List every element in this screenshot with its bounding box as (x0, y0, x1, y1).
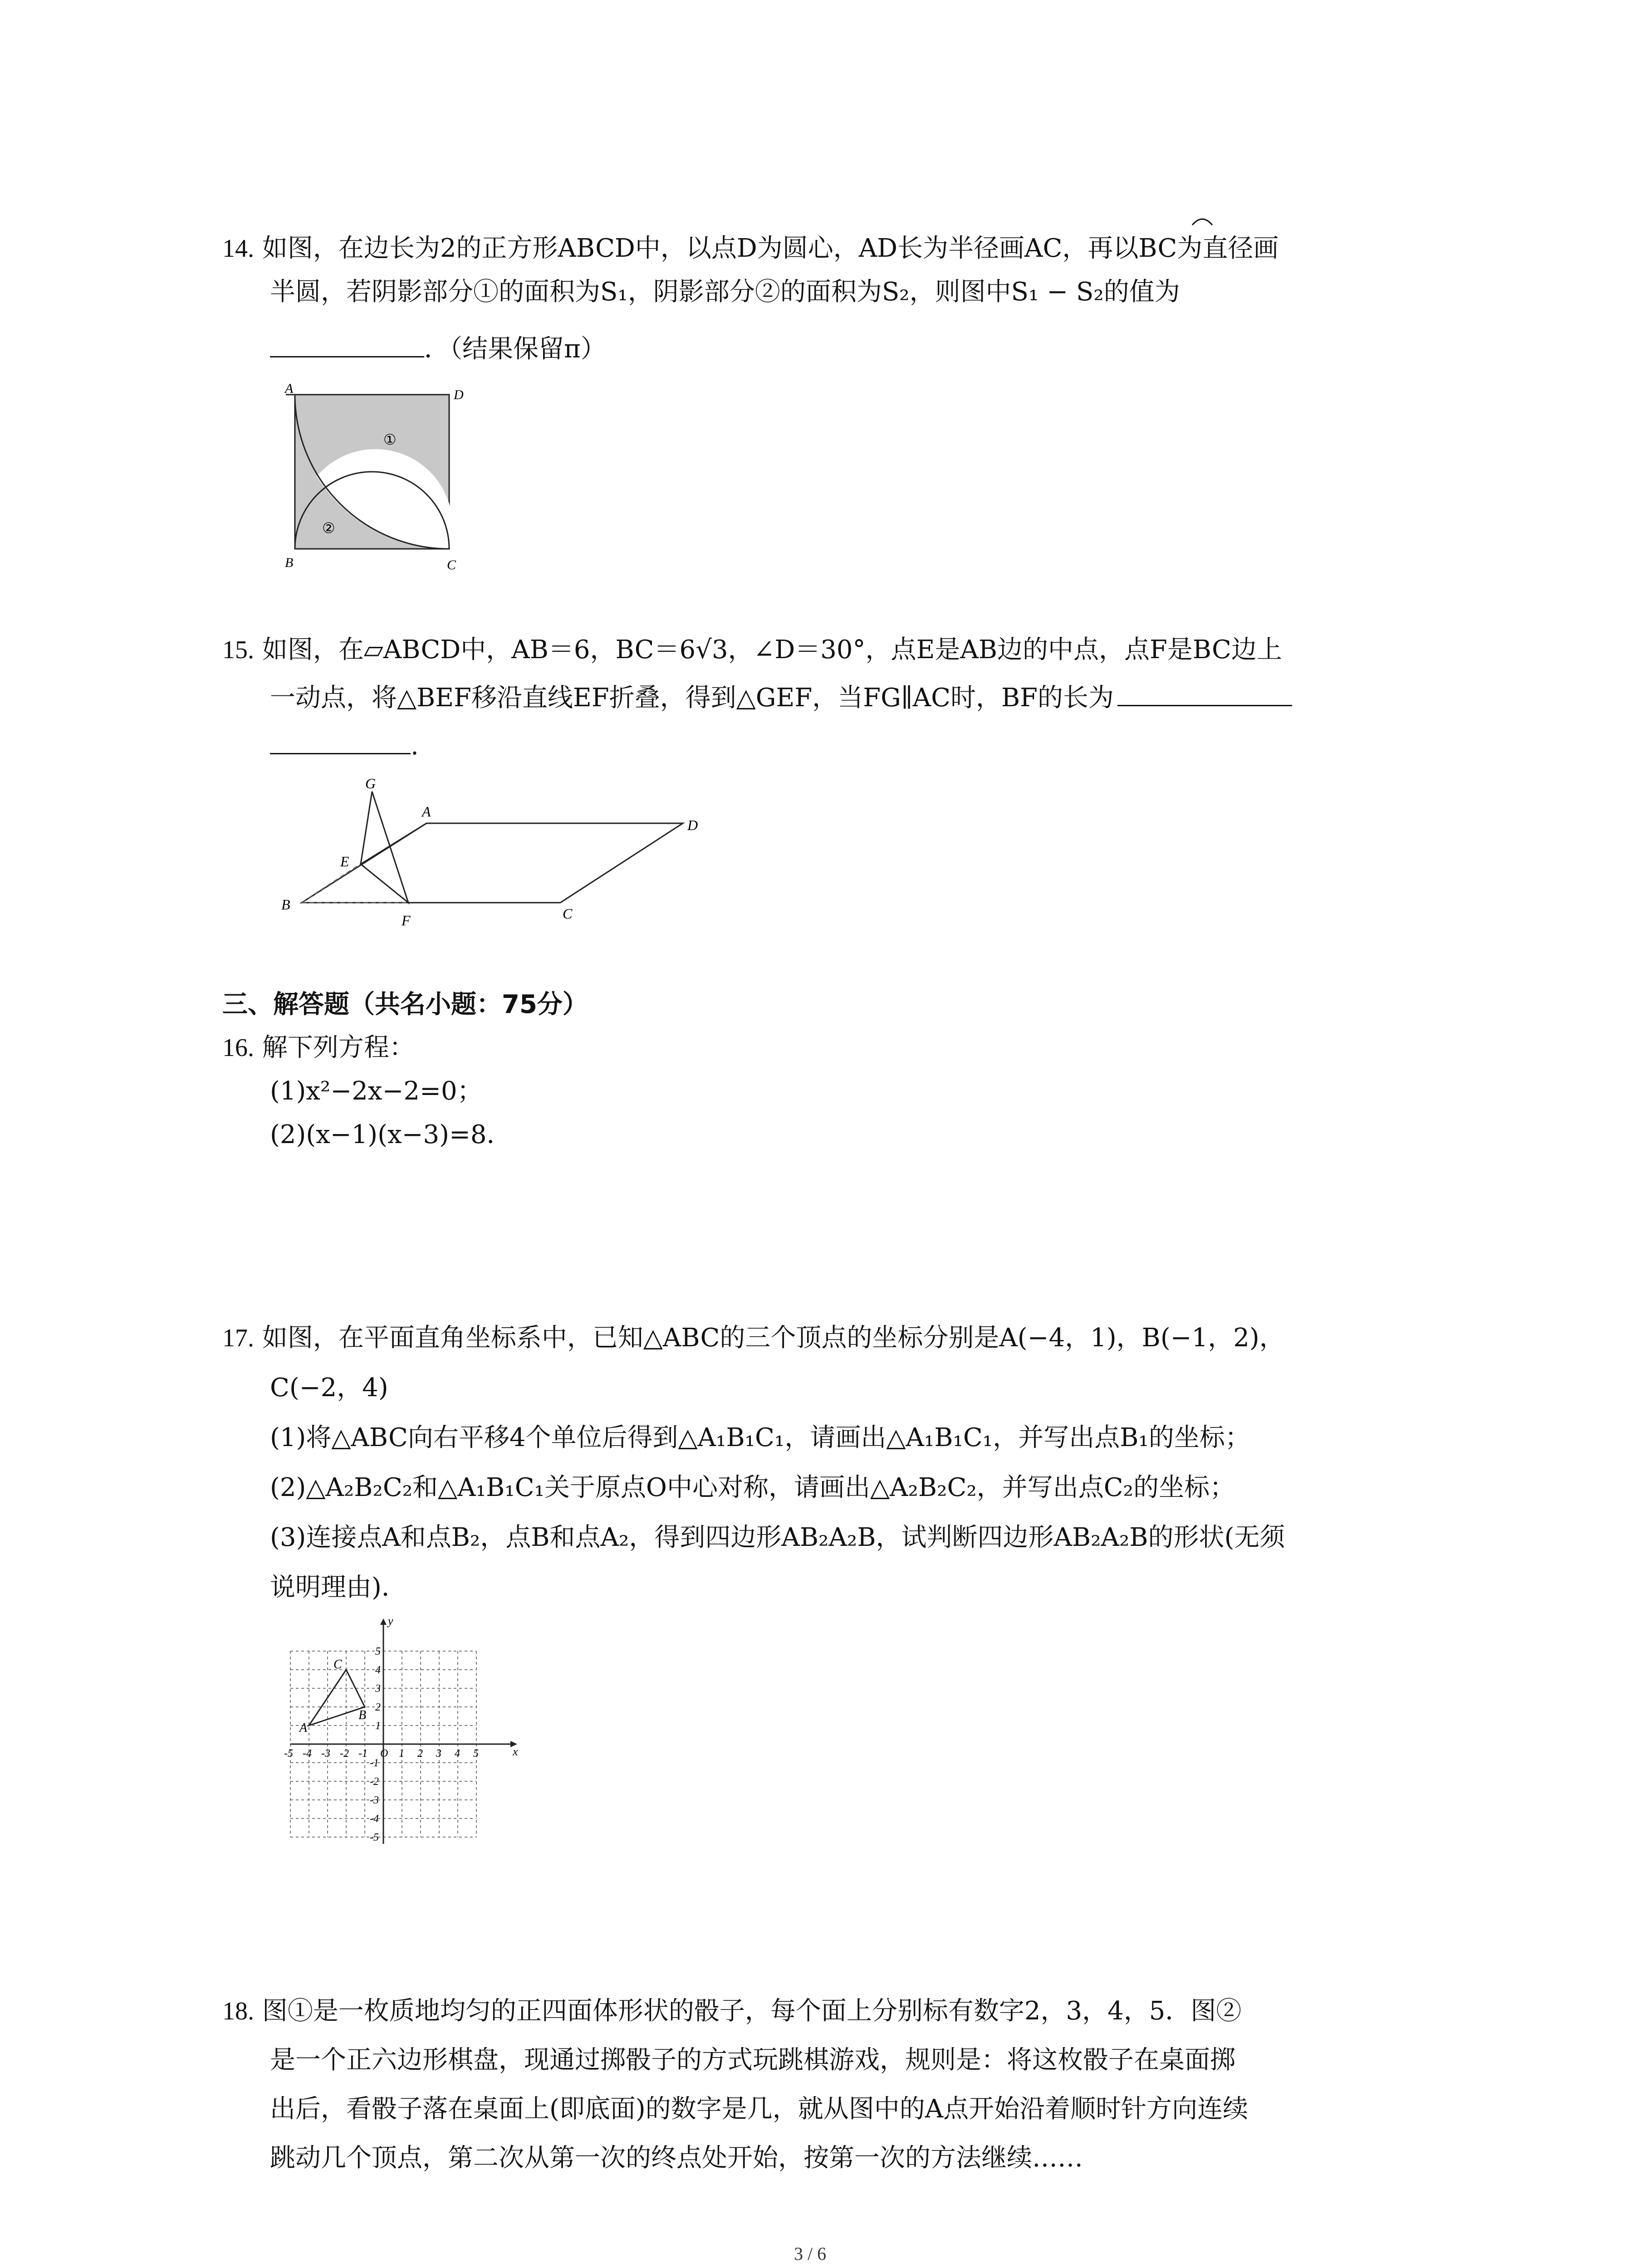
x-axis-label: x (513, 1745, 518, 1758)
q16-item-1: (1)x²−2x−2=0； (270, 1076, 483, 1106)
q15-line3: . (270, 724, 1470, 768)
q15-figure (272, 771, 708, 934)
q18-line-4: 跳动几个顶点，第二次从第一次的终点处开始，按第一次的方法继续…… (270, 2143, 1083, 2173)
answer-blank[interactable] (270, 329, 424, 357)
question-17 (222, 1313, 1470, 1613)
q14-figure (272, 376, 472, 581)
x-tick-label: -2 (340, 1748, 349, 1760)
vertex-c-label: C (333, 1657, 342, 1672)
q17-item-2: (2)△A₂B₂C₂和△A₁B₁C₁关于原点O中心对称，请画出△A₂B₂C₂，并写出点C₂的坐标； (270, 1473, 1235, 1502)
q15-line1: 15. 如图，在▱ABCD中，AB＝6，BC＝6√3，∠D＝30°，点E是AB边的中点，点F是BC边上 (222, 635, 1282, 665)
y-tick-label: 2 (375, 1701, 381, 1713)
question-number: 17. (222, 1324, 254, 1352)
q18-line-3: 出后，看骰子落在桌面上(即底面)的数字是几，就从图中的A点开始沿着顺时针方向连续 (270, 2094, 1249, 2124)
y-tick-label: 3 (375, 1683, 381, 1695)
x-tick-label: -3 (321, 1748, 330, 1760)
vertex-a-label: A (299, 1721, 308, 1735)
q16-intro: 解下列方程： (262, 1033, 415, 1062)
label-a: A (285, 381, 294, 396)
arc-mark-icon (1189, 214, 1216, 228)
q17-item-3: (3)连接点A和点B₂，点B和点A₂，得到四边形AB₂A₂B，试判断四边形AB₂A₂B的形状(无须 (270, 1523, 1285, 1552)
question-number: 14. (222, 235, 254, 263)
label-a: A (422, 803, 431, 820)
question-number: 16. (222, 1034, 254, 1062)
q17-line2: C(−2，4) (270, 1373, 388, 1403)
y-tick-label: -3 (370, 1794, 379, 1806)
q16-item-2: (2)(x−1)(x−3)=8． (270, 1120, 512, 1149)
q17-item-1: (1)将△ABC向右平移4个单位后得到△A₁B₁C₁，请画出△A₁B₁C₁，并写出点B₁的坐标； (270, 1423, 1250, 1452)
q17-coordinate-grid (277, 1615, 531, 1851)
vertex-b-label: B (358, 1708, 367, 1722)
triangle-abc (309, 1670, 365, 1725)
answer-blank[interactable] (1117, 678, 1292, 706)
page-number: 3 / 6 (794, 2244, 827, 2264)
q18-line-1: 图①是一枚质地均匀的正四面体形状的骰子，每个面上分别标有数字2，3，4，5．图② (262, 1996, 1242, 2026)
label-b: B (285, 555, 294, 570)
question-16 (222, 1026, 1447, 1157)
region-1-label: ① (383, 431, 397, 448)
y-tick-label: -1 (370, 1757, 379, 1769)
q15-line2: 一动点，将△BEF移沿直线EF折叠，得到△GEF，当FG∥AC时，BF的长为 (270, 676, 1470, 720)
y-tick-label: -4 (370, 1813, 379, 1825)
label-d: D (687, 817, 698, 833)
y-axis-label: y (388, 1615, 393, 1628)
question-number: 15. (222, 636, 254, 664)
label-c: C (447, 557, 456, 572)
y-tick-label: 5 (375, 1646, 381, 1657)
parallelogram-abcd (302, 823, 683, 903)
q17-line1: 如图，在平面直角坐标系中，已知△ABC的三个顶点的坐标分别是A(−4，1)，B(−1，2)， (262, 1323, 1285, 1353)
x-tick-label: -4 (303, 1748, 312, 1760)
question-number: 18. (222, 1997, 254, 2025)
y-tick-label: -2 (370, 1776, 379, 1788)
q14-line3: ．（结果保留π） (270, 327, 1447, 371)
label-b: B (281, 896, 290, 913)
question-18 (222, 1987, 1470, 2183)
x-tick-label: 3 (436, 1748, 441, 1760)
label-c: C (563, 905, 573, 922)
region-2-label: ② (322, 520, 335, 536)
triangle-gef (361, 792, 408, 903)
x-tick-label: 4 (455, 1748, 460, 1760)
question-15 (222, 628, 1470, 768)
label-d: D (454, 387, 464, 402)
x-tick-label: 2 (417, 1748, 423, 1760)
x-tick-label: O (380, 1748, 388, 1760)
label-f: F (402, 912, 411, 929)
q17-item-3-cont: 说明理由)． (270, 1573, 407, 1602)
x-tick-label: 1 (399, 1748, 404, 1760)
label-e: E (340, 853, 349, 870)
section-3-heading: 三、解答题（共名小题：75分） (222, 990, 588, 1019)
question-14 (222, 227, 1447, 371)
label-g: G (365, 775, 376, 792)
x-tick-label: 5 (473, 1748, 479, 1760)
q18-line-2: 是一个正六边形棋盘，现通过掷骰子的方式玩跳棋游戏，规则是：将这枚骰子在桌面掷 (270, 2045, 1235, 2075)
q14-line2: 半圆，若阴影部分①的面积为S₁，阴影部分②的面积为S₂，则图中S₁ − S₂的值为 (270, 277, 1180, 307)
y-tick-label: -5 (370, 1832, 379, 1843)
x-tick-label: -1 (358, 1748, 367, 1760)
q14-line1: 14. 如图，在边长为2的正方形ABCD中，以点D为圆心，AD长为半径画AC，再以BC为直径画 (222, 234, 1279, 263)
y-tick-label: 4 (375, 1664, 381, 1676)
y-tick-label: 1 (375, 1720, 381, 1732)
answer-blank-cont[interactable] (270, 726, 411, 754)
x-tick-label: -5 (284, 1748, 293, 1760)
